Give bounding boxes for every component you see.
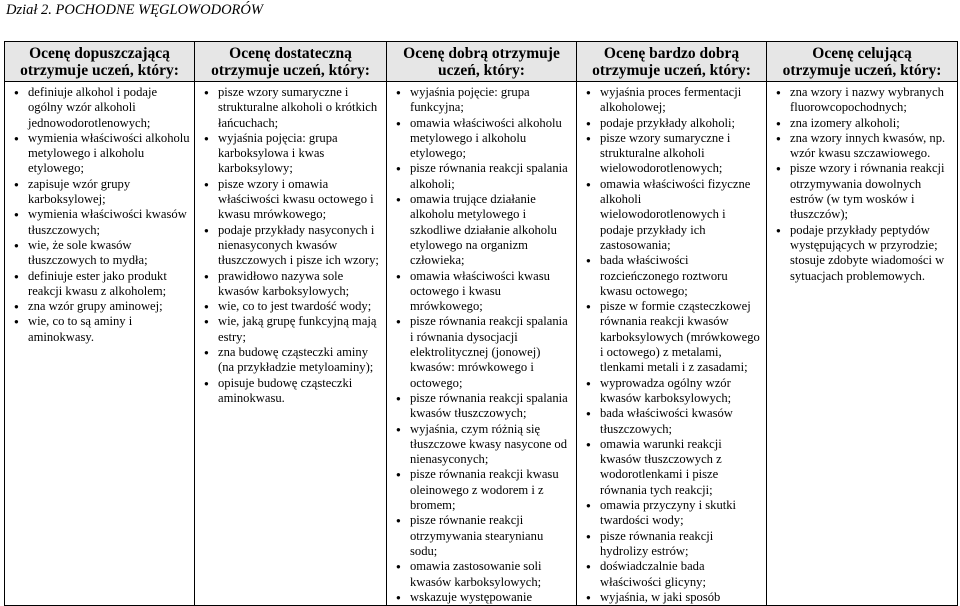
grading-criteria-table	[4, 41, 958, 606]
header-grade-line1: Ocenę dobrą otrzymuje	[403, 45, 560, 62]
criteria-item: ● zna wzory i nazwy wybranych fluorowcopochodnych;	[775, 85, 953, 116]
criteria-item: ● pisze równania reakcji spalania alkoholi;	[395, 161, 572, 192]
criteria-cell-good	[387, 82, 577, 606]
header-grade-line1: Ocenę bardzo dobrą	[603, 45, 740, 62]
criteria-item: ● podaje przykłady nasyconych i nienasyconych kwasów tłuszczowych i pisze ich wzory;	[203, 223, 382, 269]
header-grade-line1: Ocenę celującą	[812, 45, 912, 62]
criteria-list	[13, 85, 190, 345]
criteria-item: ● wskazuje występowanie	[395, 590, 572, 605]
criteria-item: ● bada właściwości kwasów tłuszczowych;	[585, 406, 762, 437]
criteria-item: ● omawia zastosowanie soli kwasów karboksylowych;	[395, 559, 572, 590]
criteria-item: ● pisze wzory i omawia właściwości kwasu octowego i kwasu mrówkowego;	[203, 177, 382, 223]
criteria-item: ● omawia właściwości fizyczne alkoholi wielowodorotlenowych i podaje przykłady ich zastosowania;	[585, 177, 762, 253]
criteria-item: ● pisze równania reakcji spalania kwasów tłuszczowych;	[395, 391, 572, 422]
criteria-item: ● doświadczalnie bada właściwości glicyny;	[585, 559, 762, 590]
criteria-cell-very-good	[577, 82, 767, 606]
criteria-item: ● pisze równania reakcji spalania i równania dysocjacji elektrolitycznej (jonowej) kwasów: mrówkowego i octowego;	[395, 314, 572, 390]
criteria-item: ● zna budowę cząsteczki aminy (na przykładzie metyloaminy);	[203, 345, 382, 376]
header-grade-line1: Ocenę dopuszczającą	[29, 45, 170, 62]
criteria-item: ● zapisuje wzór grupy karboksylowej;	[13, 177, 190, 208]
criteria-item: ● zna wzory innych kwasów, np. wzór kwasu szczawiowego.	[775, 131, 953, 162]
criteria-item: ● wie, że sole kwasów tłuszczowych to mydła;	[13, 238, 190, 269]
criteria-item: ● wyjaśnia, czym różnią się tłuszczowe kwasy nasycone od nienasyconych;	[395, 422, 572, 468]
header-grade-very-good	[577, 42, 767, 82]
criteria-list	[775, 85, 953, 284]
criteria-item: ● wyprowadza ogólny wzór kwasów karboksylowych;	[585, 376, 762, 407]
criteria-cell-sufficient	[5, 82, 195, 606]
criteria-cell-excellent	[767, 82, 958, 606]
criteria-item: ● definiuje alkohol i podaje ogólny wzór alkoholi jednowodorotlenowych;	[13, 85, 190, 131]
header-grade-line2: otrzymuje uczeń, który:	[211, 62, 370, 79]
criteria-item: ● pisze wzory sumaryczne i strukturalne alkoholi wielowodorotlenowych;	[585, 131, 762, 177]
criteria-item: ● definiuje ester jako produkt reakcji kwasu z alkoholem;	[13, 269, 190, 300]
header-grade-excellent	[767, 42, 958, 82]
criteria-item: ● omawia przyczyny i skutki twardości wody;	[585, 498, 762, 529]
criteria-item: ● wymienia właściwości alkoholu metylowego i alkoholu etylowego;	[13, 131, 190, 177]
criteria-list	[395, 85, 572, 605]
header-grade-sufficient	[5, 42, 195, 82]
criteria-item: ● prawidłowo nazywa sole kwasów karboksylowych;	[203, 269, 382, 300]
criteria-list	[203, 85, 382, 406]
criteria-item: ● pisze równania reakcji kwasu oleinowego z wodorem i z bromem;	[395, 467, 572, 513]
header-grade-satisfactory	[195, 42, 387, 82]
criteria-item: ● omawia trujące działanie alkoholu metylowego i szkodliwe działanie alkoholu etylowego na organizm człowieka;	[395, 192, 572, 268]
criteria-item: ● wymienia właściwości kwasów tłuszczowych;	[13, 207, 190, 238]
criteria-item: ● podaje przykłady alkoholi;	[585, 116, 762, 131]
header-grade-line2: otrzymuje uczeń, który:	[782, 62, 942, 79]
header-row	[5, 42, 958, 82]
section-title: Dział 2. POCHODNE WĘGLOWODORÓW	[6, 2, 263, 18]
criteria-item: ● bada właściwości rozcieńczonego roztworu kwasu octowego;	[585, 253, 762, 299]
criteria-item: ● pisze w formie cząsteczkowej równania reakcji kwasów karboksylowych (mrówkowego i octowego) z metalami, tlenkami metali i z zasadami;	[585, 299, 762, 375]
header-grade-line2: uczeń, który:	[438, 62, 525, 79]
criteria-item: ● omawia właściwości alkoholu metylowego i alkoholu etylowego;	[395, 116, 572, 162]
criteria-item: ● wie, co to są aminy i aminokwasy.	[13, 314, 190, 345]
header-grade-line2: otrzymuje uczeń, który:	[592, 62, 751, 79]
criteria-item: ● pisze wzory i równania reakcji otrzymywania dowolnych estrów (w tym wosków i tłuszczów);	[775, 161, 953, 222]
header-grade-line2: otrzymuje uczeń, który:	[20, 62, 179, 79]
criteria-item: ● podaje przykłady peptydów występujących w przyrodzie; stosuje zdobyte wiadomości w sytuacjach problemowych.	[775, 223, 953, 284]
criteria-item: ● pisze wzory sumaryczne i strukturalne alkoholi o krótkich łańcuchach;	[203, 85, 382, 131]
criteria-item: ● omawia warunki reakcji kwasów tłuszczowych z wodorotlenkami i pisze równania tych reakcji;	[585, 437, 762, 498]
criteria-item: ● wyjaśnia pojęcia: grupa karboksylowa i kwas karboksylowy;	[203, 131, 382, 177]
criteria-item: ● wyjaśnia pojęcie: grupa funkcyjna;	[395, 85, 572, 116]
criteria-row	[5, 82, 958, 606]
criteria-item: ● wie, jaką grupę funkcyjną mają estry;	[203, 314, 382, 345]
criteria-list	[585, 85, 762, 605]
criteria-item: ● pisze równanie reakcji otrzymywania stearynianu sodu;	[395, 513, 572, 559]
criteria-item: ● zna wzór grupy aminowej;	[13, 299, 190, 314]
criteria-cell-satisfactory	[195, 82, 387, 606]
criteria-item: ● zna izomery alkoholi;	[775, 116, 953, 131]
criteria-item: ● wie, co to jest twardość wody;	[203, 299, 382, 314]
criteria-item: ● wyjaśnia proces fermentacji alkoholowej;	[585, 85, 762, 116]
criteria-item: ● wyjaśnia, w jaki sposób	[585, 590, 762, 605]
criteria-item: ● omawia właściwości kwasu octowego i kwasu mrówkowego;	[395, 269, 572, 315]
header-grade-line1: Ocenę dostateczną	[229, 45, 352, 62]
header-grade-good	[387, 42, 577, 82]
criteria-item: ● pisze równania reakcji hydrolizy estrów;	[585, 529, 762, 560]
criteria-item: ● opisuje budowę cząsteczki aminokwasu.	[203, 376, 382, 407]
